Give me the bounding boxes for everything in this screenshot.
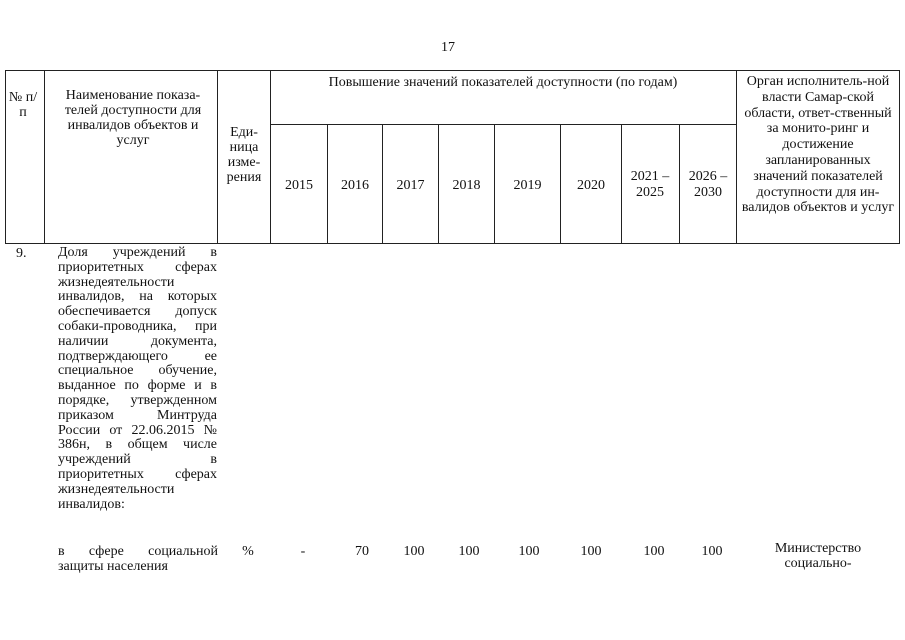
header-agency: Орган исполнитель-ной власти Самар-ской области, ответ-ственный за монито-ринг и достижение запланированных значений показателей доступности для ин-валидов объектов и услуг — [741, 74, 895, 216]
year-header: 2016 — [341, 178, 369, 193]
col-border-2021 — [679, 124, 680, 244]
header-unit: Еди-ница изме-рения — [226, 125, 262, 185]
value-cell: 100 — [643, 544, 665, 559]
year-header: 2017 — [396, 178, 425, 193]
value-cell: 100 — [458, 544, 480, 559]
value-cell: 100 — [518, 544, 540, 559]
year-header: 2026 – 2030 — [688, 169, 728, 200]
year-header: 2015 — [285, 178, 313, 193]
col-border-right — [899, 70, 900, 244]
year-header-divider — [270, 124, 736, 125]
year-header: 2019 — [513, 178, 542, 193]
table-top-border — [5, 70, 900, 71]
header-years-group: Повышение значений показателей доступности (по годам) — [328, 75, 678, 90]
value-cell: 100 — [580, 544, 602, 559]
sub-row-description: в сфере социальной защиты населения — [58, 544, 218, 574]
value-cell: - — [300, 544, 306, 559]
header-name: Наименование показа-телей доступности для инвалидов объектов и услуг — [64, 88, 202, 148]
year-header: 2020 — [577, 178, 605, 193]
value-cell: 100 — [403, 544, 425, 559]
col-border-2020 — [621, 124, 622, 244]
year-header: 2021 – 2025 — [630, 169, 670, 200]
col-border-num — [44, 70, 45, 244]
value-cell: 70 — [355, 544, 369, 559]
col-border-unit — [270, 70, 271, 244]
year-header: 2018 — [452, 178, 481, 193]
page-number: 17 — [441, 40, 455, 55]
row-number: 9. — [16, 246, 27, 261]
row-description: Доля учреждений в приоритетных сферах жизнедеятельности инвалидов, на которых обеспечивается допуск собаки-проводника, при наличии документа, подтверждающего ее специальное обучение, выданное по форме и в порядке, утвержденном приказом Минтруда России от 22.06.2015 № 386н, в общем числе учреждений в приоритетных сферах жизнедеятельности инвалидов: — [58, 245, 217, 512]
sub-row-unit: % — [242, 544, 254, 559]
col-border-name — [217, 70, 218, 244]
sub-row-agency: Министерство социально- — [774, 541, 862, 571]
header-bottom-border — [5, 243, 900, 244]
value-cell: 100 — [701, 544, 723, 559]
header-num: № п/п — [8, 90, 38, 120]
